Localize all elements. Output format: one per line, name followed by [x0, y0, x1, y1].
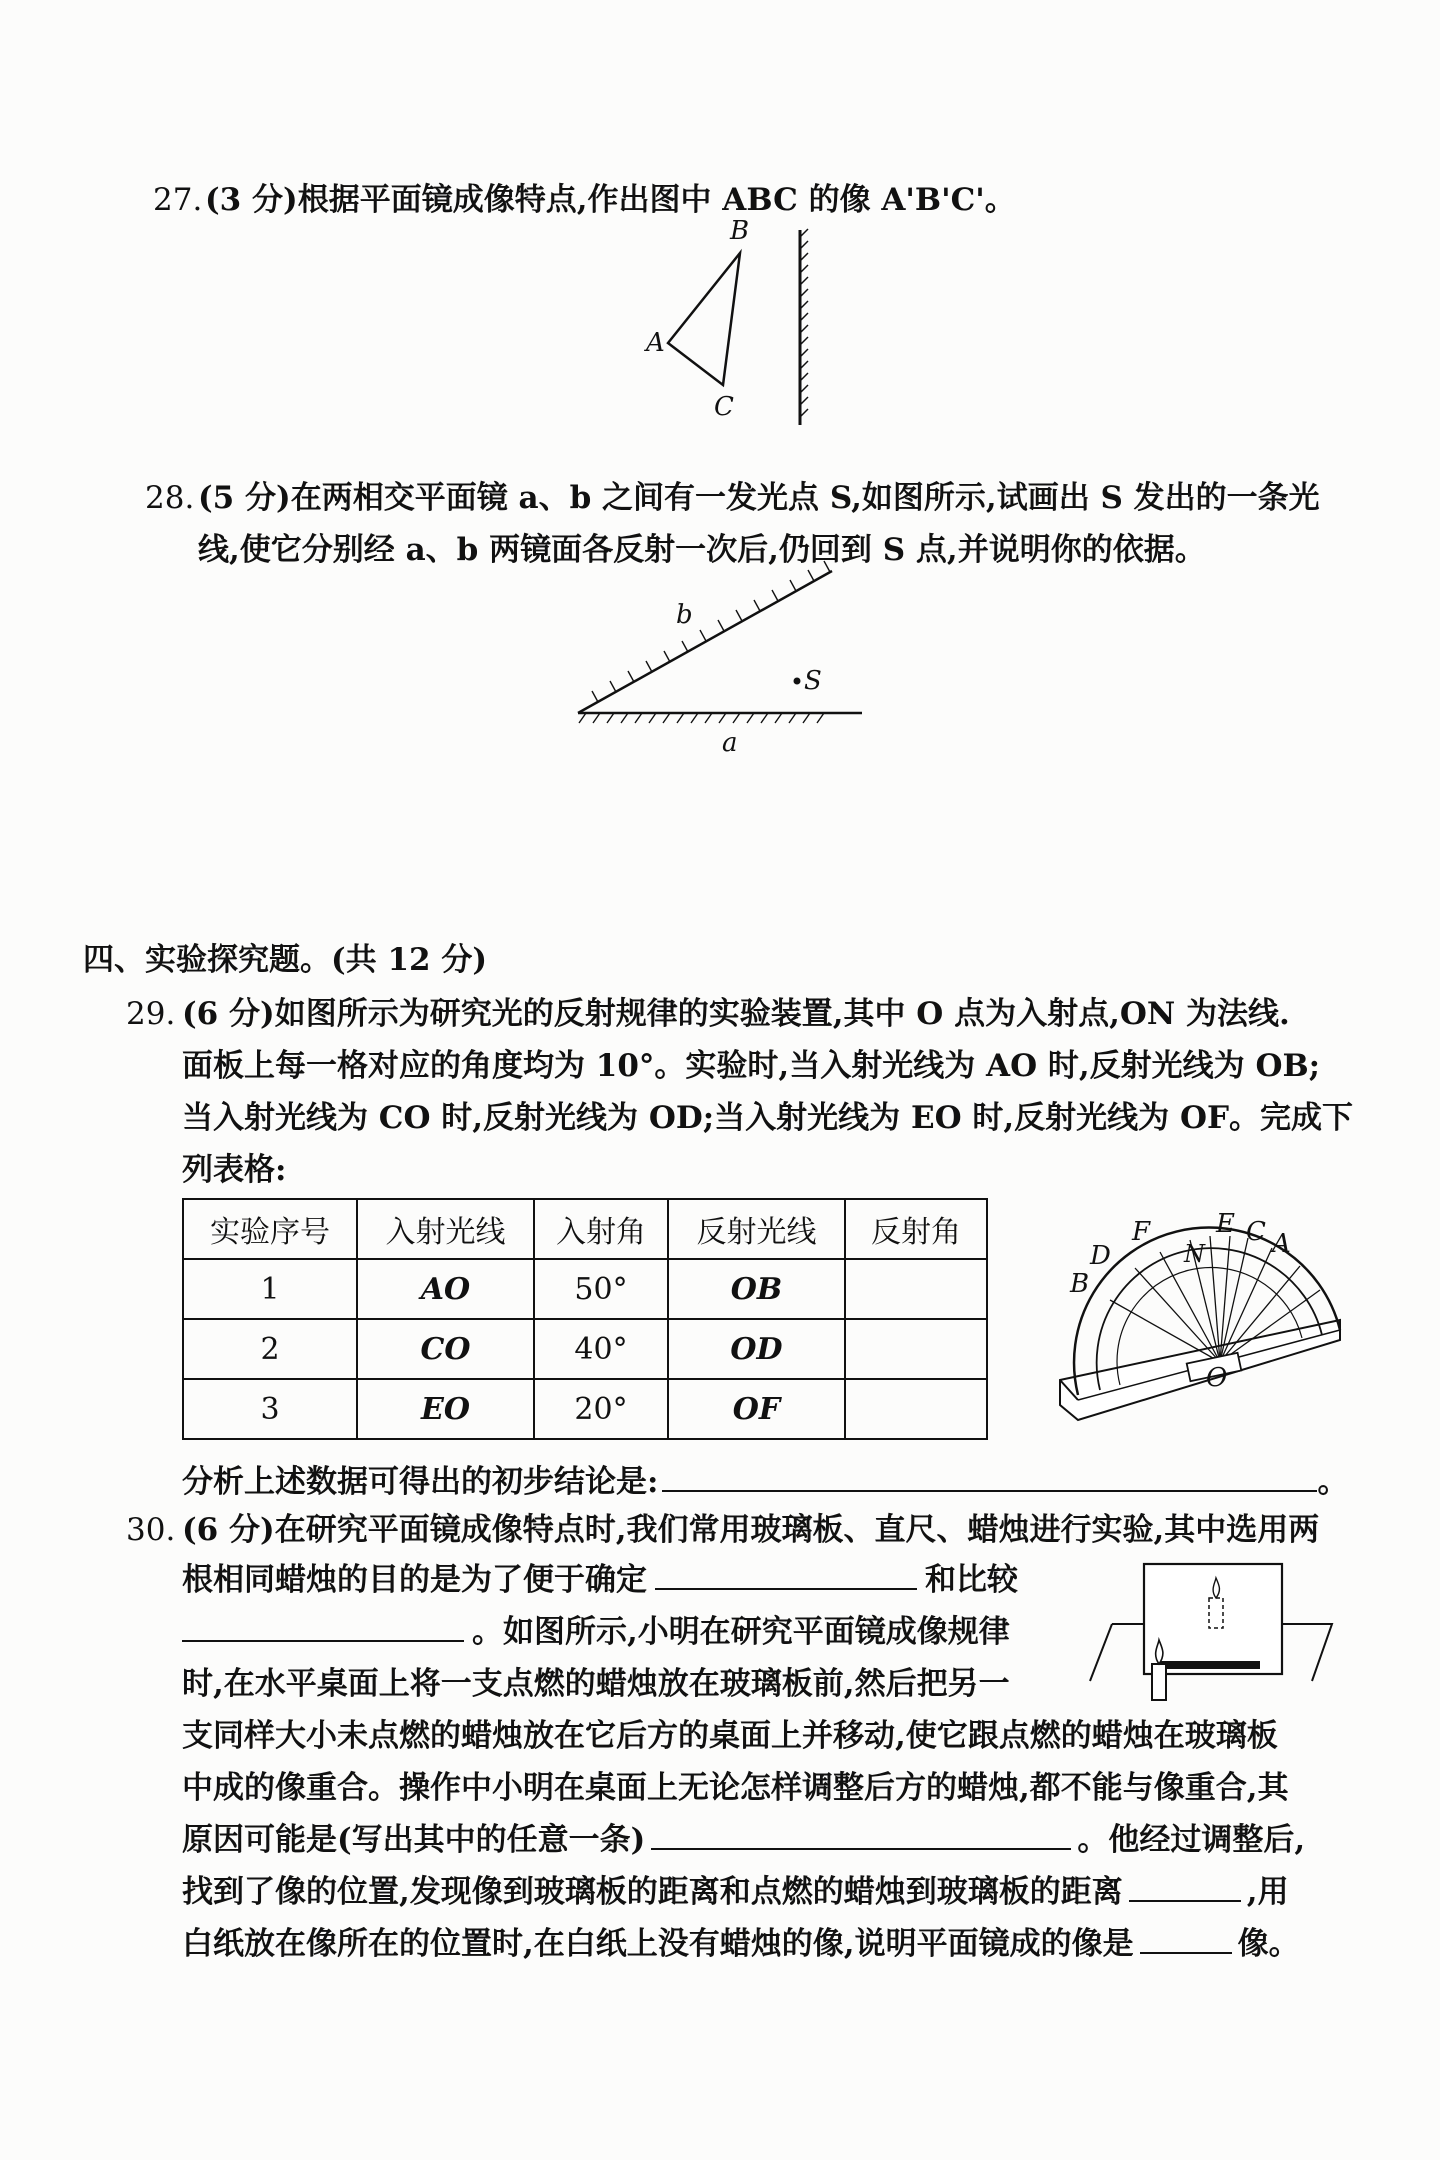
q30-line2a: 根相同蜡烛的目的是为了便于确定 [182, 1562, 647, 1598]
table-cell: AO [357, 1259, 534, 1319]
q30-line2b: 和比较 [925, 1562, 1018, 1598]
q28-figure [570, 565, 890, 758]
table-header: 反射角 [845, 1199, 987, 1259]
table-cell: OF [668, 1379, 845, 1439]
table-cell: OD [668, 1319, 845, 1379]
q30-line9b: 像。 [1237, 1926, 1300, 1962]
label-e: E [1216, 1209, 1235, 1239]
table-header: 入射角 [534, 1199, 668, 1259]
q29-line2: 面板上每一格对应的角度均为 10°。实验时,当入射光线为 AO 时,反射光线为 OB; [182, 1048, 1321, 1084]
q30-line7a: 原因可能是(写出其中的任意一条) [182, 1822, 646, 1858]
table-header: 实验序号 [183, 1199, 357, 1259]
table-answer-cell[interactable] [845, 1259, 987, 1319]
q30-number: 30. [126, 1512, 176, 1548]
q30-line7 [182, 1820, 1305, 1860]
table-header: 反射光线 [668, 1199, 845, 1259]
label-o: O [1206, 1363, 1228, 1393]
q30-line1: (6 分)在研究平面镜成像特点时,我们常用玻璃板、直尺、蜡烛进行实验,其中选用两 [182, 1512, 1320, 1548]
conclusion-blank[interactable] [662, 1462, 1317, 1492]
table-cell: CO [357, 1319, 534, 1379]
table-cell: 2 [183, 1319, 357, 1379]
blank-image-type[interactable] [1140, 1924, 1232, 1954]
table-cell: 20° [534, 1379, 668, 1439]
q27-text: (3 分)根据平面镜成像特点,作出图中 ABC 的像 A'B'C'。 [205, 182, 1016, 218]
glass-base [1160, 1661, 1260, 1669]
label-c: C [1246, 1217, 1266, 1247]
label-n: N [1184, 1240, 1205, 1268]
q30-line3 [182, 1612, 1010, 1652]
q29-line1: (6 分)如图所示为研究光的反射规律的实验装置,其中 O 点为入射点,ON 为法线. [182, 996, 1290, 1032]
label-b-mirror: b [676, 600, 693, 630]
q30-line6: 中成的像重合。操作中小明在桌面上无论怎样调整后方的蜡烛,都不能与像重合,其 [182, 1770, 1289, 1806]
table-cell: 40° [534, 1319, 668, 1379]
q28-number: 28. [145, 480, 195, 516]
q30-line5: 支同样大小未点燃的蜡烛放在它后方的桌面上并移动,使它跟点燃的蜡烛在玻璃板 [182, 1718, 1278, 1754]
q30-line8b: ,用 [1246, 1874, 1289, 1910]
table-cell: 3 [183, 1379, 357, 1439]
q27-number: 27. [153, 182, 203, 218]
q29-number: 29. [126, 996, 176, 1032]
blank-distance[interactable] [1129, 1872, 1241, 1902]
label-a: A [646, 328, 665, 358]
lit-candle [1152, 1664, 1166, 1700]
table-header: 入射光线 [357, 1199, 534, 1259]
table-answer-cell[interactable] [845, 1379, 987, 1439]
q30-line3-text: 。如图所示,小明在研究平面镜成像规律 [472, 1614, 1010, 1650]
mirror-a-hatching [579, 713, 824, 723]
table-cell: OB [668, 1259, 845, 1319]
table-answer-cell[interactable] [845, 1319, 987, 1379]
q27-figure [630, 216, 830, 425]
q29-conclusion [182, 1462, 1348, 1502]
blank-determine[interactable] [655, 1560, 917, 1590]
conclusion-label: 分析上述数据可得出的初步结论是: [182, 1464, 659, 1500]
label-b: B [1070, 1269, 1090, 1299]
label-f: F [1132, 1217, 1151, 1247]
table-row [183, 1319, 987, 1379]
q29-line3: 当入射光线为 CO 时,反射光线为 OD;当入射光线为 EO 时,反射光线为 OF。完成下 [182, 1100, 1353, 1136]
label-c: C [714, 392, 734, 422]
q30-line2 [182, 1560, 1018, 1600]
glass-plate [1144, 1564, 1282, 1674]
q30-line7b: 。他经过调整后, [1077, 1822, 1306, 1858]
label-s: S [804, 666, 822, 696]
q30-line9 [182, 1924, 1300, 1964]
q28-line2: 线,使它分别经 a、b 两镜面各反射一次后,仍回到 S 点,并说明你的依据。 [198, 532, 1206, 568]
blank-compare[interactable] [182, 1612, 464, 1642]
table-row [183, 1379, 987, 1439]
label-b: B [730, 216, 750, 246]
candle-mirror-figure [1082, 1556, 1342, 1706]
q29-line4: 列表格: [182, 1152, 287, 1188]
table-row [183, 1259, 987, 1319]
table-cell: EO [357, 1379, 534, 1439]
conclusion-end: 。 [1317, 1464, 1349, 1500]
q30-line8 [182, 1872, 1289, 1912]
q28-line1: (5 分)在两相交平面镜 a、b 之间有一发光点 S,如图所示,试画出 S 发出的一条光 [198, 480, 1320, 516]
section4-title: 四、实验探究题。(共 12 分) [83, 942, 488, 978]
q30-line4: 时,在水平桌面上将一支点燃的蜡烛放在玻璃板前,然后把另一 [182, 1666, 1010, 1702]
table-left-edge [1090, 1624, 1112, 1681]
triangle-abc [668, 253, 740, 385]
table-header-row [183, 1199, 987, 1259]
table-right-edge [1282, 1624, 1332, 1681]
light-point-s [794, 678, 801, 685]
label-a: A [1272, 1229, 1291, 1259]
reflection-apparatus [1050, 1190, 1350, 1450]
blank-reason[interactable] [651, 1820, 1071, 1850]
label-d: D [1090, 1241, 1111, 1271]
label-a-mirror: a [722, 728, 738, 758]
table-cell: 50° [534, 1259, 668, 1319]
q30-line8a: 找到了像的位置,发现像到玻璃板的距离和点燃的蜡烛到玻璃板的距离 [182, 1874, 1123, 1910]
q29-table [182, 1198, 988, 1440]
table-cell: 1 [183, 1259, 357, 1319]
q30-line9a: 白纸放在像所在的位置时,在白纸上没有蜡烛的像,说明平面镜成的像是 [182, 1926, 1134, 1962]
